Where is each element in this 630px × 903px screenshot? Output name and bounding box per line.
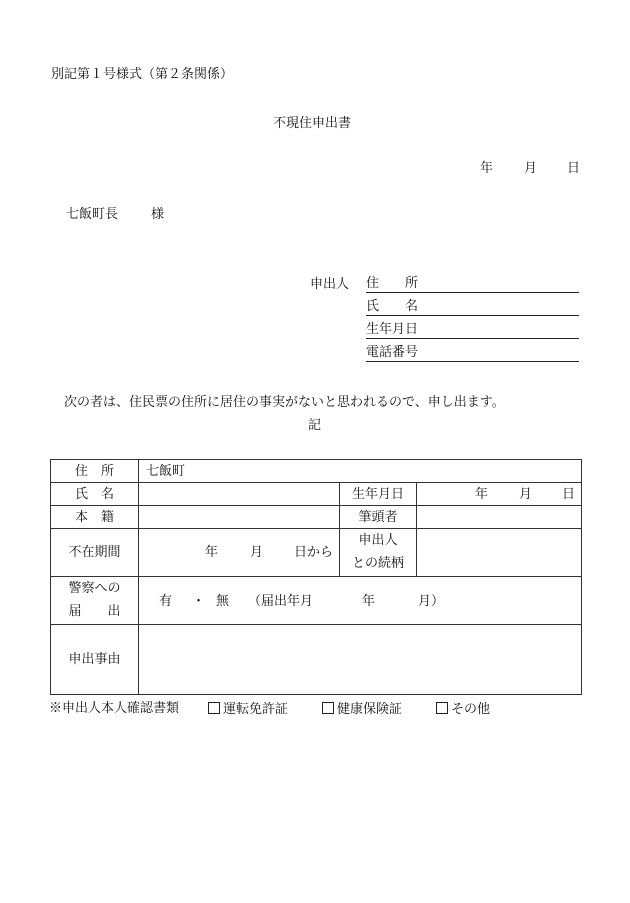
applicant-address-field[interactable]: [366, 276, 579, 293]
relation-label-line2: との続柄: [351, 556, 404, 572]
applicant-phone-label: 電話番号: [366, 345, 419, 360]
address-value[interactable]: 七飯町: [139, 460, 582, 483]
absence-year-label: 年: [205, 545, 219, 560]
applicant-birth-label: 生年月日: [366, 322, 419, 337]
birth-label: 生年月日: [340, 483, 417, 506]
relation-value[interactable]: [417, 529, 582, 577]
notice-table: [50, 459, 582, 695]
form-reference: 別記第１号様式（第２条関係）: [51, 67, 234, 82]
reason-label: 申出事由: [51, 624, 139, 694]
absence-from-label: 日から: [294, 545, 334, 560]
police-label-line1: 警察への: [68, 580, 121, 596]
row-absence: [51, 529, 582, 577]
document-title: 不現住申出書: [273, 116, 352, 131]
ki-heading: 記: [308, 418, 322, 433]
police-value: [139, 576, 582, 624]
option-label: 運転免許証: [223, 702, 289, 717]
applicant-label: 申出人: [310, 277, 350, 292]
name-value[interactable]: [139, 483, 340, 506]
police-year-label: 年: [362, 593, 376, 609]
address-label: 住 所: [51, 460, 139, 483]
birth-day-label: 日: [562, 487, 576, 502]
row-reason: [51, 624, 582, 694]
birth-month-label: 月: [519, 487, 533, 502]
row-domicile: [51, 506, 582, 529]
option-other[interactable]: [436, 702, 490, 716]
checkbox-icon[interactable]: [436, 702, 448, 714]
relation-label: [340, 529, 417, 577]
police-yes-option[interactable]: 有: [159, 593, 173, 609]
police-label: [51, 576, 139, 624]
applicant-address-label: 住 所: [366, 276, 419, 291]
applicant-name-label: 氏 名: [366, 299, 419, 314]
domicile-label: 本 籍: [51, 506, 139, 529]
option-label: 健康保険証: [337, 702, 403, 717]
row-police: [51, 576, 582, 624]
statement-text: 次の者は、住民票の住所に居住の事実がないと思われるので、申し出ます。: [64, 395, 505, 410]
addressee-honorific: 様: [151, 207, 165, 222]
id-documents-note: ※申出人本人確認書類: [49, 701, 180, 716]
head-value[interactable]: [417, 506, 582, 529]
domicile-value[interactable]: [139, 506, 340, 529]
police-separator: ・: [192, 593, 206, 609]
relation-label-line1: 申出人: [358, 533, 398, 548]
birth-value[interactable]: [417, 483, 582, 506]
birth-year-label: 年: [475, 487, 489, 502]
head-label: 筆頭者: [340, 506, 417, 529]
police-label-line2: 届 出: [68, 604, 121, 620]
applicant-birth-field[interactable]: [366, 322, 579, 339]
row-name: [51, 483, 582, 506]
name-label: 氏 名: [51, 483, 139, 506]
police-month-label: 月）: [418, 593, 445, 609]
applicant-phone-field[interactable]: [366, 345, 579, 362]
row-address: [51, 460, 582, 483]
date-day-label: 日: [567, 161, 581, 176]
applicant-name-field[interactable]: [366, 299, 579, 316]
option-health-insurance[interactable]: [322, 702, 402, 716]
absence-month-label: 月: [250, 545, 264, 560]
addressee-name: 七飯町長: [66, 207, 119, 222]
checkbox-icon[interactable]: [322, 702, 334, 714]
option-drivers-license[interactable]: [208, 702, 288, 716]
date-month-label: 月: [524, 161, 538, 176]
checkbox-icon[interactable]: [208, 702, 220, 714]
date-year-label: 年: [480, 161, 494, 176]
police-date-prefix: （届出年月: [248, 593, 314, 609]
option-label: その他: [451, 702, 491, 717]
absence-label: 不在期間: [51, 529, 139, 577]
reason-value[interactable]: [139, 624, 582, 694]
police-no-option[interactable]: 無: [216, 593, 230, 609]
absence-value[interactable]: [139, 529, 340, 577]
